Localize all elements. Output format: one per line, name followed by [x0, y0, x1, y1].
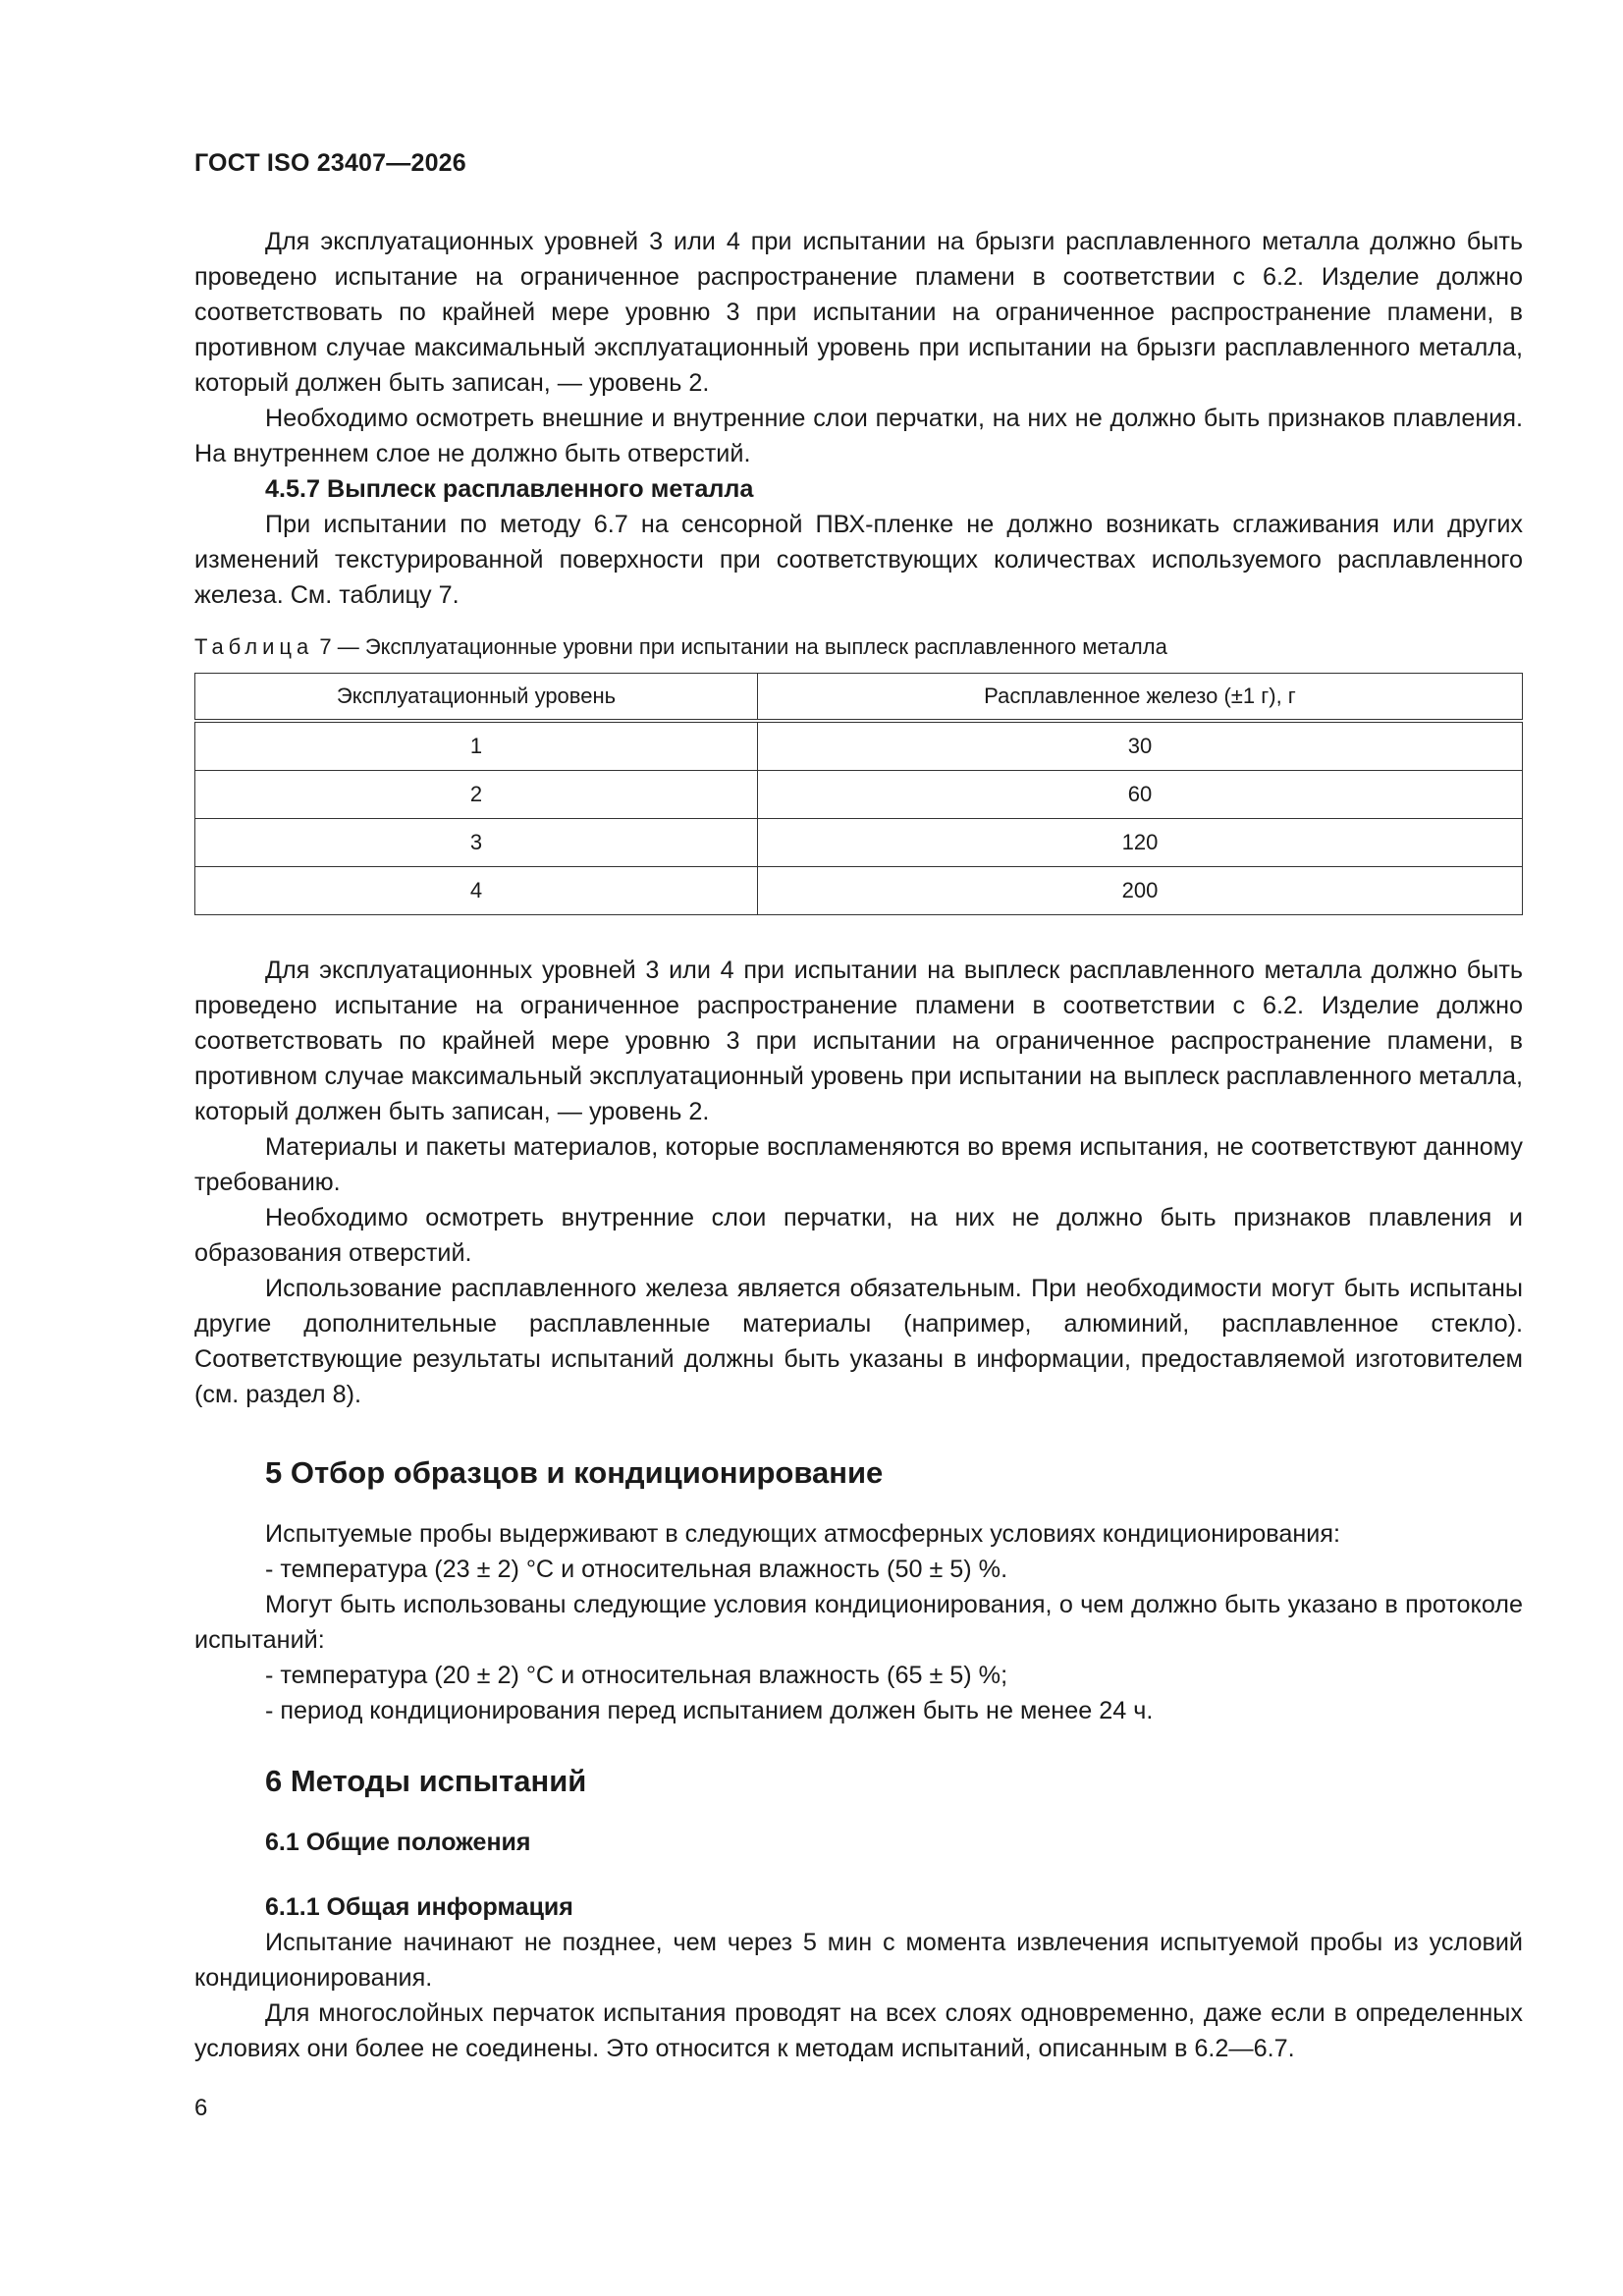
after-table-paragraph-1: Для эксплуатационных уровней 3 или 4 при испытании на выплеск расплавленного металла должно быть проведено испытание на ограниченное распространение пламени в соответствии с 6.2. Изделие должно соответствовать по крайней мере уровню 3 при испытании на ограниченное распространение пламени, в противном случае максимальный эксплуатационный уровень при испытании на выплеск расплавленного металла, который должен быть записан, — уровень 2. [194, 957, 1523, 1125]
after-table-text [194, 953, 1523, 1412]
section-5-title: 5 Отбор образцов и кондиционирование [265, 1455, 884, 1490]
section-6-paragraph-1: Испытание начинают не позднее, чем через 5 мин с момента извлечения испытуемой пробы из условий кондиционирования. [194, 1929, 1523, 1992]
table-header-row [195, 674, 1523, 722]
document-body [194, 224, 1523, 2066]
table-cell-level: 3 [195, 819, 758, 867]
table-row [195, 867, 1523, 915]
after-table-paragraph-3: Необходимо осмотреть внутренние слои перчатки, на них не должно быть признаков плавления и образования отверстий. [194, 1204, 1523, 1267]
section-6-paragraph-2: Для многослойных перчаток испытания проводят на всех слоях одновременно, даже если в определенных условиях они более не соединены. Это относится к методам испытаний, описанным в 6.2—6.7. [194, 1999, 1523, 2062]
table-cell-level: 1 [195, 721, 758, 771]
table-cell-iron: 120 [758, 819, 1523, 867]
table-row [195, 721, 1523, 771]
intro-paragraph-2: Необходимо осмотреть внешние и внутренние слои перчатки, на них не должно быть признаков плавления. На внутреннем слое не должно быть отверстий. [194, 405, 1523, 467]
table-cell-level: 4 [195, 867, 758, 915]
intro-paragraph-1: Для эксплуатационных уровней 3 или 4 при испытании на брызги расплавленного металла должно быть проведено испытание на ограниченное распространение пламени в соответствии с 6.2. Изделие должно соответствовать по крайней мере уровню 3 при испытании на ограниченное распространение пламени, в противном случае максимальный эксплуатационный уровень при испытании на брызги расплавленного металла, который должен быть записан, — уровень 2. [194, 228, 1523, 397]
table-header-level: Эксплуатационный уровень [195, 674, 758, 722]
section-5-list-item: - температура (23 ± 2) °С и относительная влажность (50 ± 5) %. [265, 1556, 1008, 1583]
table-cell-iron: 60 [758, 771, 1523, 819]
clause-4-5-7-paragraph: При испытании по методу 6.7 на сенсорной ПВХ-пленке не должно возникать сглаживания или других изменений текстурированной поверхности при соответствующих количествах используемого расплавленного железа. См. таблицу 7. [194, 511, 1523, 609]
page-number: 6 [194, 2095, 208, 2121]
section-5-paragraph-2: Могут быть использованы следующие условия кондиционирования, о чем должно быть указано в протоколе испытаний: [194, 1591, 1523, 1654]
subsection-6-1-heading: 6.1 Общие положения [265, 1829, 531, 1856]
table-cell-iron: 30 [758, 721, 1523, 771]
table-cell-level: 2 [195, 771, 758, 819]
table-row [195, 819, 1523, 867]
table-caption-label: Таблица [194, 634, 314, 659]
table-7 [194, 673, 1523, 915]
table-row [195, 771, 1523, 819]
section-5-list-item: - период кондиционирования перед испытанием должен быть не менее 24 ч. [265, 1697, 1154, 1724]
table-cell-iron: 200 [758, 867, 1523, 915]
document-header: ГОСТ ISO 23407—2026 [194, 149, 466, 177]
section-6-title: 6 Методы испытаний [265, 1764, 587, 1798]
after-table-paragraph-2: Материалы и пакеты материалов, которые воспламеняются во время испытания, не соответствуют данному требованию. [194, 1133, 1523, 1196]
after-table-paragraph-4: Использование расплавленного железа является обязательным. При необходимости могут быть испытаны другие дополнительные расплавленные материалы (например, алюминий, расплавленное стекло). Соответствующие результаты испытаний должны быть указаны в информации, предоставляемой изготовителем (см. раздел 8). [194, 1275, 1523, 1408]
clause-4-5-7-heading: 4.5.7 Выплеск расплавленного металла [265, 475, 754, 503]
subsection-6-1-1-heading: 6.1.1 Общая информация [265, 1893, 573, 1921]
table-7-caption [194, 632, 1523, 662]
table-header-iron: Расплавленное железо (±1 г), г [758, 674, 1523, 722]
section-5-list-item: - температура (20 ± 2) °С и относительная влажность (65 ± 5) %; [265, 1662, 1008, 1689]
table-caption-text: 7 — Эксплуатационные уровни при испытании на выплеск расплавленного металла [319, 634, 1167, 659]
section-5-paragraph-1: Испытуемые пробы выдерживают в следующих атмосферных условиях кондиционирования: [265, 1520, 1341, 1548]
